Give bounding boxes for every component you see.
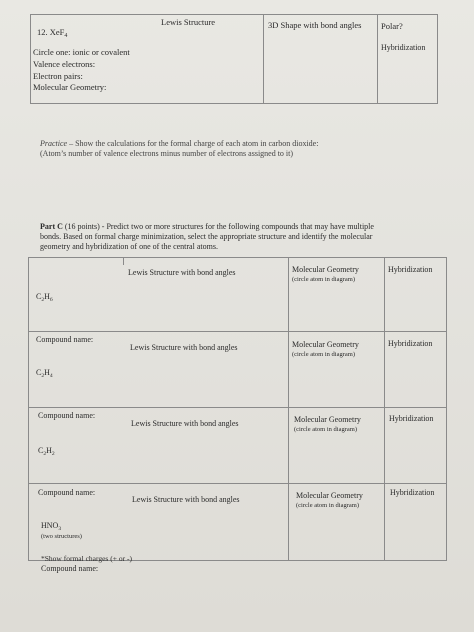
formal-charges-note: *Show formal charges (+ or -) bbox=[41, 554, 132, 563]
geometry-sub-1: (circle atom in diagram) bbox=[292, 276, 355, 283]
compound-name-2: Compound name: bbox=[38, 411, 96, 420]
compound-name-3: Compound name: bbox=[38, 488, 96, 497]
formula-c2h2: $C_2H_2$ bbox=[38, 446, 55, 457]
part-c-line1: Part C (16 points) - Predict two or more structures for the following compounds that may have multiple bbox=[40, 222, 374, 231]
col-hybridization: Hybridization bbox=[381, 43, 426, 52]
formula-c2h4: $C_2H_4$ bbox=[36, 368, 53, 379]
formula-c2h6: $C_2H_6$ bbox=[36, 292, 53, 303]
geometry-sub-3: (circle atom in diagram) bbox=[294, 426, 357, 433]
lewis-header-2: Lewis Structure with bond angles bbox=[130, 343, 238, 352]
two-structures-note: (two structures) bbox=[41, 533, 82, 540]
part-c-line2: bonds. Based on formal charge minimization, select the appropriate structure and identify the molecular bbox=[40, 232, 373, 241]
col-3d-shape: 3D Shape with bond angles bbox=[268, 20, 362, 30]
hybrid-header-3: Hybridization bbox=[389, 414, 434, 423]
compound-name-4: Compound name: bbox=[41, 564, 99, 573]
molecular-geometry: Molecular Geometry: bbox=[33, 82, 107, 92]
geometry-header-3: Molecular Geometry bbox=[294, 415, 361, 424]
compound-name-1: Compound name: bbox=[36, 335, 94, 344]
geometry-header-1: Molecular Geometry bbox=[292, 265, 359, 274]
geometry-header-4: Molecular Geometry bbox=[296, 491, 363, 500]
lewis-header-3: Lewis Structure with bond angles bbox=[131, 419, 239, 428]
hybrid-header-4: Hybridization bbox=[390, 488, 435, 497]
row-label-xef4: 12. XeF$_4$ bbox=[37, 27, 68, 39]
col-lewis-structure: Lewis Structure bbox=[161, 17, 216, 27]
geometry-sub-2: (circle atom in diagram) bbox=[292, 351, 355, 358]
lewis-header-4: Lewis Structure with bond angles bbox=[132, 495, 240, 504]
electron-pairs: Electron pairs: bbox=[33, 71, 83, 81]
hybrid-header-2: Hybridization bbox=[388, 339, 433, 348]
lewis-header-1: Lewis Structure with bond angles bbox=[128, 268, 236, 277]
circle-ionic-covalent: Circle one: ionic or covalent bbox=[33, 47, 130, 57]
hybrid-header-1: Hybridization bbox=[388, 265, 433, 274]
practice-line2: (Atom’s number of valence electrons minus number of electrons assigned to it) bbox=[40, 149, 294, 158]
geometry-header-2: Molecular Geometry bbox=[292, 340, 359, 349]
practice-line1: Practice – Show the calculations for the formal charge of each atom in carbon dioxide: bbox=[40, 139, 319, 148]
formula-hno3: $HNO_3$ bbox=[41, 521, 62, 532]
part-c-line3: geometry and hybridization of one of the central atoms. bbox=[40, 242, 218, 251]
valence-electrons: Valence electrons: bbox=[33, 59, 96, 69]
col-polar: Polar? bbox=[381, 21, 403, 31]
geometry-sub-4: (circle atom in diagram) bbox=[296, 502, 359, 509]
